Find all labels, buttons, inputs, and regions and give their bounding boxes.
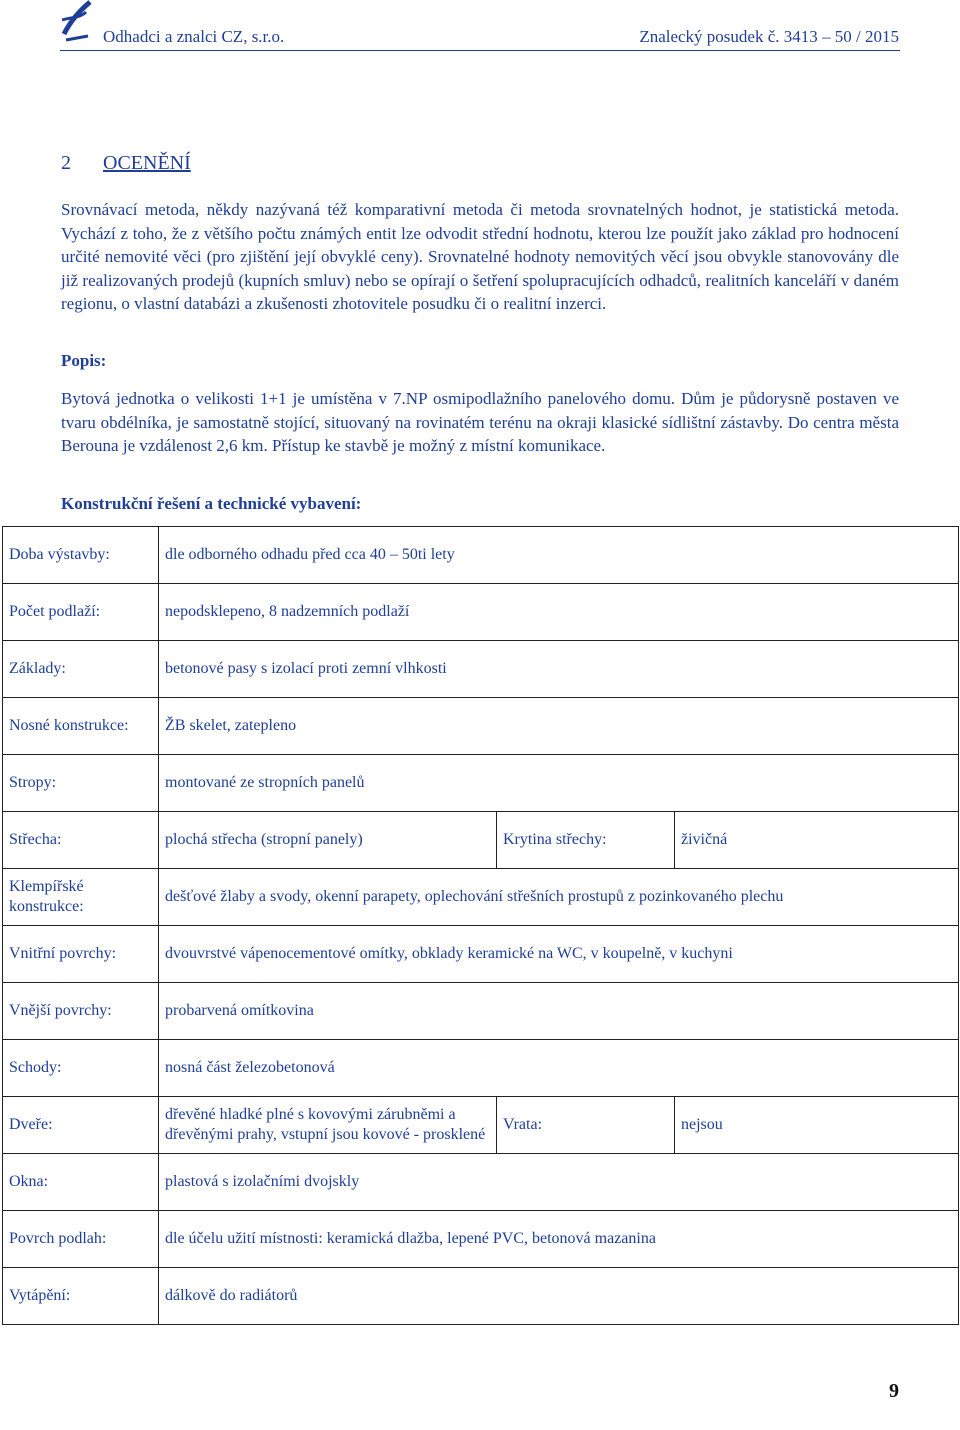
row-label: Klempířské konstrukce: xyxy=(3,869,159,926)
company-logo-icon xyxy=(60,0,92,42)
row-value: nepodsklepeno, 8 nadzemních podlaží xyxy=(159,584,959,641)
table-row xyxy=(3,1154,959,1211)
row-label: Povrch podlah: xyxy=(3,1211,159,1268)
row-label-secondary: Vrata: xyxy=(497,1097,675,1154)
row-label: Stropy: xyxy=(3,755,159,812)
section-title: OCENĚNÍ xyxy=(103,152,191,174)
konstrukce-heading: Konstrukční řešení a technické vybavení: xyxy=(61,494,362,513)
table-row xyxy=(3,869,959,926)
row-value: dvouvrstvé vápenocementové omítky, obklady keramické na WC, v koupelně, v kuchyni xyxy=(159,926,959,983)
row-label: Doba výstavby: xyxy=(3,527,159,584)
row-label: Schody: xyxy=(3,1040,159,1097)
row-value: ŽB skelet, zatepleno xyxy=(159,698,959,755)
row-label: Vnitřní povrchy: xyxy=(3,926,159,983)
row-label: Vytápění: xyxy=(3,1268,159,1325)
table-row xyxy=(3,641,959,698)
row-value: montované ze stropních panelů xyxy=(159,755,959,812)
row-label: Základy: xyxy=(3,641,159,698)
table-row xyxy=(3,812,959,869)
row-value: plastová s izolačními dvojskly xyxy=(159,1154,959,1211)
row-value: dle účelu užití místnosti: keramická dlažba, lepené PVC, betonová mazanina xyxy=(159,1211,959,1268)
table-row xyxy=(3,527,959,584)
row-value: dřevěné hladké plné s kovovými zárubněmi a dřevěnými prahy, vstupní jsou kovové - prosklené xyxy=(159,1097,497,1154)
row-value: dle odborného odhadu před cca 40 – 50ti lety xyxy=(159,527,959,584)
row-value: dešťové žlaby a svody, okenní parapety, oplechování střešních prostupů z pozinkovaného plechu xyxy=(159,869,959,926)
row-label: Okna: xyxy=(3,1154,159,1211)
table-row xyxy=(3,926,959,983)
row-label: Dveře: xyxy=(3,1097,159,1154)
row-label: Počet podlaží: xyxy=(3,584,159,641)
popis-heading: Popis: xyxy=(61,351,107,370)
table-row xyxy=(3,755,959,812)
section-number: 2 xyxy=(61,152,71,174)
page-header xyxy=(0,0,960,50)
table-row xyxy=(3,983,959,1040)
header-report-number: Znalecký posudek č. 3413 – 50 / 2015 xyxy=(639,27,899,46)
row-value-secondary: nejsou xyxy=(675,1097,959,1154)
row-value: dálkově do radiátorů xyxy=(159,1268,959,1325)
row-value-secondary: živičná xyxy=(675,812,959,869)
row-label: Střecha: xyxy=(3,812,159,869)
intro-paragraph: Srovnávací metoda, někdy nazývaná též komparativní metoda či metoda srovnatelných hodnot, je statistická metoda. Vychází z toho, že z většího počtu známých entit lze odvodit střední hodnotu, kterou lze použít jako základ pro hodnocení určité nemovité věci (pro zjištění její obvyklé ceny). Srovnatelné hodnoty nemovitých věcí jsou obvykle stanovovány dle již realizovaných prodejů (kupních smluv) nebo se opírají o šetření spolupracujících odhadců, realitních kanceláří v daném regionu, o vlastní databázi a zkušenosti zhotovitele posudku či o realitní inzerci. xyxy=(61,200,899,313)
table-row xyxy=(3,698,959,755)
row-label: Nosné konstrukce: xyxy=(3,698,159,755)
table-row xyxy=(3,1097,959,1154)
table-row xyxy=(3,1211,959,1268)
row-value: nosná část železobetonová xyxy=(159,1040,959,1097)
table-row xyxy=(3,1040,959,1097)
row-value: betonové pasy s izolací proti zemní vlhkosti xyxy=(159,641,959,698)
popis-paragraph: Bytová jednotka o velikosti 1+1 je umístěna v 7.NP osmipodlažního panelového domu. Dům je půdorysně postaven ve tvaru obdélníka, je samostatně stojící, situovaný na rovinatém terénu na okraji klasické sídlištní zástavby. Do centra města Berouna je vzdálenost 2,6 km. Přístup ke stavbě je možný z místní komunikace. xyxy=(61,389,899,455)
page-number: 9 xyxy=(889,1380,899,1402)
row-label-secondary: Krytina střechy: xyxy=(497,812,675,869)
section-heading xyxy=(61,152,191,175)
header-company: Odhadci a znalci CZ, s.r.o. xyxy=(103,27,285,46)
table-row xyxy=(3,584,959,641)
row-value: plochá střecha (stropní panely) xyxy=(159,812,497,869)
table-row xyxy=(3,1268,959,1325)
header-divider xyxy=(60,50,900,51)
construction-spec-table xyxy=(2,526,959,1325)
row-value: probarvená omítkovina xyxy=(159,983,959,1040)
row-label: Vnější povrchy: xyxy=(3,983,159,1040)
